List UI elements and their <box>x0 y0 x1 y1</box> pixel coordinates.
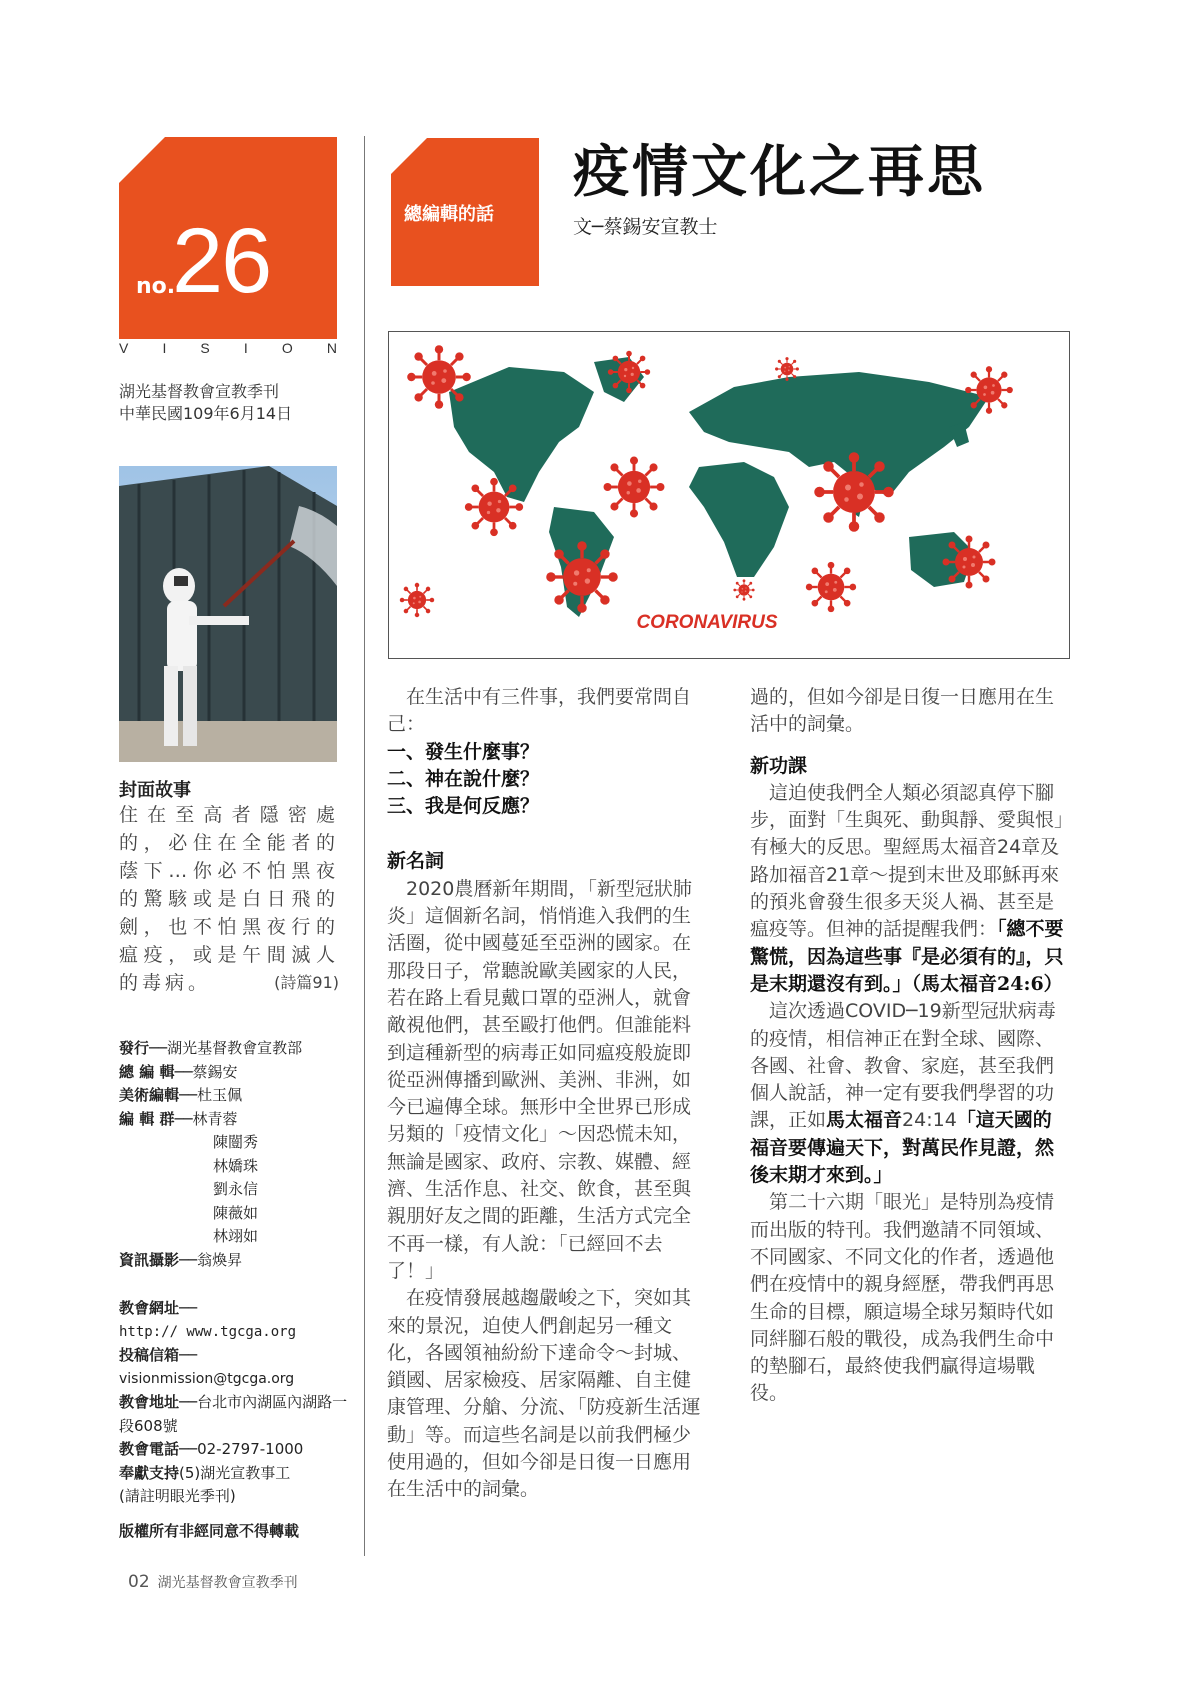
vision-wordmark: V I S I O N <box>119 340 337 356</box>
article-author: 文─蔡錫安宣教士 <box>573 216 718 238</box>
footer-publication: 湖光基督教會宣教季刊 <box>157 1575 298 1591</box>
paragraph-2: 在疫情發展越趨嚴峻之下，突如其來的景況，迫使人們創起另一種文化，各國領袖紛紛下達命令～封城、鎖國、居家檢疫、居家隔離、自主健康管理、分艙、分流、「防疫新生活運動」等。而這些名詞是以前我們極少使用過的，但如今卻是日復一日應用在生活中的詞彙。 <box>387 1287 701 1501</box>
publication-info <box>119 381 292 425</box>
addr-value: ──台北市內湖區內湖路一段608號 <box>119 1393 348 1435</box>
web-url[interactable]: http:// www.tgcga.org <box>119 1323 297 1340</box>
web-label: 教會網址── <box>119 1299 198 1317</box>
editor-tag-label: 總編輯的話 <box>404 204 494 225</box>
staff-row: 資訊攝影──翁煥昇 <box>119 1250 243 1269</box>
tel-value: ──02-2797-1000 <box>179 1440 304 1458</box>
staff-row: 劉永信 <box>213 1180 259 1198</box>
paragraph-5: 第二十六期「眼光」是特別為疫情而出版的特刊。我們邀請不同領域、不同國家、不同文化的作者，透過他們在疫情中的親身經歷，帶我們再思生命的目標，願這場全球另類時代如同絆腳石般的戰役，成為我們生命中的墊腳石，最終使我們贏得這場戰役。 <box>750 1191 1055 1405</box>
coronavirus-world-map <box>388 331 1070 659</box>
paragraph-3: 這迫使我們全人類必須認真停下腳步，面對「生與死、動與靜、愛與恨」有極大的反思。聖經馬太福音24章及路加福音21章～提到末世及耶穌再來的預兆會發生很多天災人禍、甚至是瘟疫等。但神的話提醒我們：「總不要驚慌，因為這些事『是必須有的』，只是末期還沒有到。」（馬太福音24:6） <box>750 781 1064 995</box>
question-2: 二、神在說什麼？ <box>387 767 540 790</box>
world-map <box>389 332 1069 658</box>
staff-row: 陳闓秀 <box>213 1133 259 1151</box>
addr-label: 教會地址 <box>119 1393 180 1411</box>
tel-label: 教會電話 <box>119 1440 180 1458</box>
paragraph-1: 2020農曆新年期間，「新型冠狀肺炎」這個新名詞，悄悄進入我們的生活圈，從中國蔓延至亞洲的國家。在那段日子，常聽說歐美國家的人民，若在路上看見戴口罩的亞洲人，就會敵視他們，甚至毆打他們。但誰能料到這種新型的病毒正如同瘟疫般旋即從亞洲傳播到歐洲、美洲、非洲，如今已遍傳全球。無形中全世界已形成另類的「疫情文化」～因恐慌未知，無論是國家、政府、宗教、媒體、經濟、生活作息、社交、飲食，甚至與親朋好友之間的距離，生活方式完全不再一樣，有人說：「已經回不去了！」 <box>387 877 692 1282</box>
cover-story-title: 封面故事 <box>119 780 191 801</box>
mail-address[interactable]: visionmission@tgcga.org <box>119 1370 295 1387</box>
map-caption: CORONAVIRUS <box>636 612 778 633</box>
staff-row: 總 編 輯──蔡錫安 <box>119 1062 238 1081</box>
staff-list <box>119 1037 302 1272</box>
staff-row: 編 輯 群──林青蓉 <box>119 1109 238 1128</box>
column-divider <box>364 136 365 1556</box>
article-column-2 <box>750 684 1070 1408</box>
cover-story-ref: (詩篇91) <box>274 973 339 992</box>
publication-name: 湖光基督教會宣教季刊 <box>119 382 280 401</box>
staff-row: 美術編輯──杜玉佩 <box>119 1086 243 1104</box>
publication-date: 中華民國109年6月14日 <box>119 404 293 423</box>
mail-label: 投稿信箱── <box>119 1346 198 1364</box>
page-footer <box>128 1572 298 1592</box>
staff-row: 林嬌珠 <box>213 1156 259 1175</box>
paragraph-2-continued: 過的，但如今卻是日復一日應用在生活中的詞彙。 <box>750 686 1055 736</box>
issue-number: 26 <box>172 210 271 312</box>
article-column-1 <box>387 684 705 1501</box>
give-value: (5)湖光宣教事工 <box>179 1463 291 1482</box>
copyright-notice: 版權所有非經同意不得轉載 <box>119 1522 300 1540</box>
article-title: 疫情文化之再思 <box>573 140 986 205</box>
give-label: 奉獻支持 <box>119 1463 180 1482</box>
issue-no-label: no. <box>136 274 176 299</box>
staff-row: 發行──湖光基督教會宣教部 <box>119 1039 303 1057</box>
section-heading-new-term: 新名詞 <box>387 850 445 873</box>
question-3: 三、我是何反應？ <box>387 795 540 818</box>
staff-row: 陳薇如 <box>213 1203 259 1222</box>
disinfection-worker-photo <box>119 466 337 762</box>
give-note: (請註明眼光季刊) <box>119 1487 236 1505</box>
contact-info <box>119 1297 349 1509</box>
paragraph-4: 這次透過COVID─19新型冠狀病毒的疫情，相信神正在對全球、國際、各國、社會、教會、家庭，甚至我們個人說話，神一定有要我們學習的功課，正如馬太福音24:14「這天國的福音要傳遍天下，對萬民作見證，然後末期才來到。」 <box>750 1000 1056 1187</box>
cover-story-text: 住在至高者隱密處的，必住在全能者的蔭下…你必不怕黑夜的驚駭或是白日飛的劍，也不怕黑夜行的瘟疫，或是午間滅人的毒病。 (詩篇91) <box>119 801 339 997</box>
intro-paragraph: 在生活中有三件事，我們要常問自己： <box>387 686 692 736</box>
section-heading-new-lesson: 新功課 <box>750 754 808 777</box>
staff-row: 林翊如 <box>213 1227 259 1245</box>
question-1: 一、發生什麼事？ <box>387 740 540 763</box>
page-number: 02 <box>128 1572 150 1592</box>
